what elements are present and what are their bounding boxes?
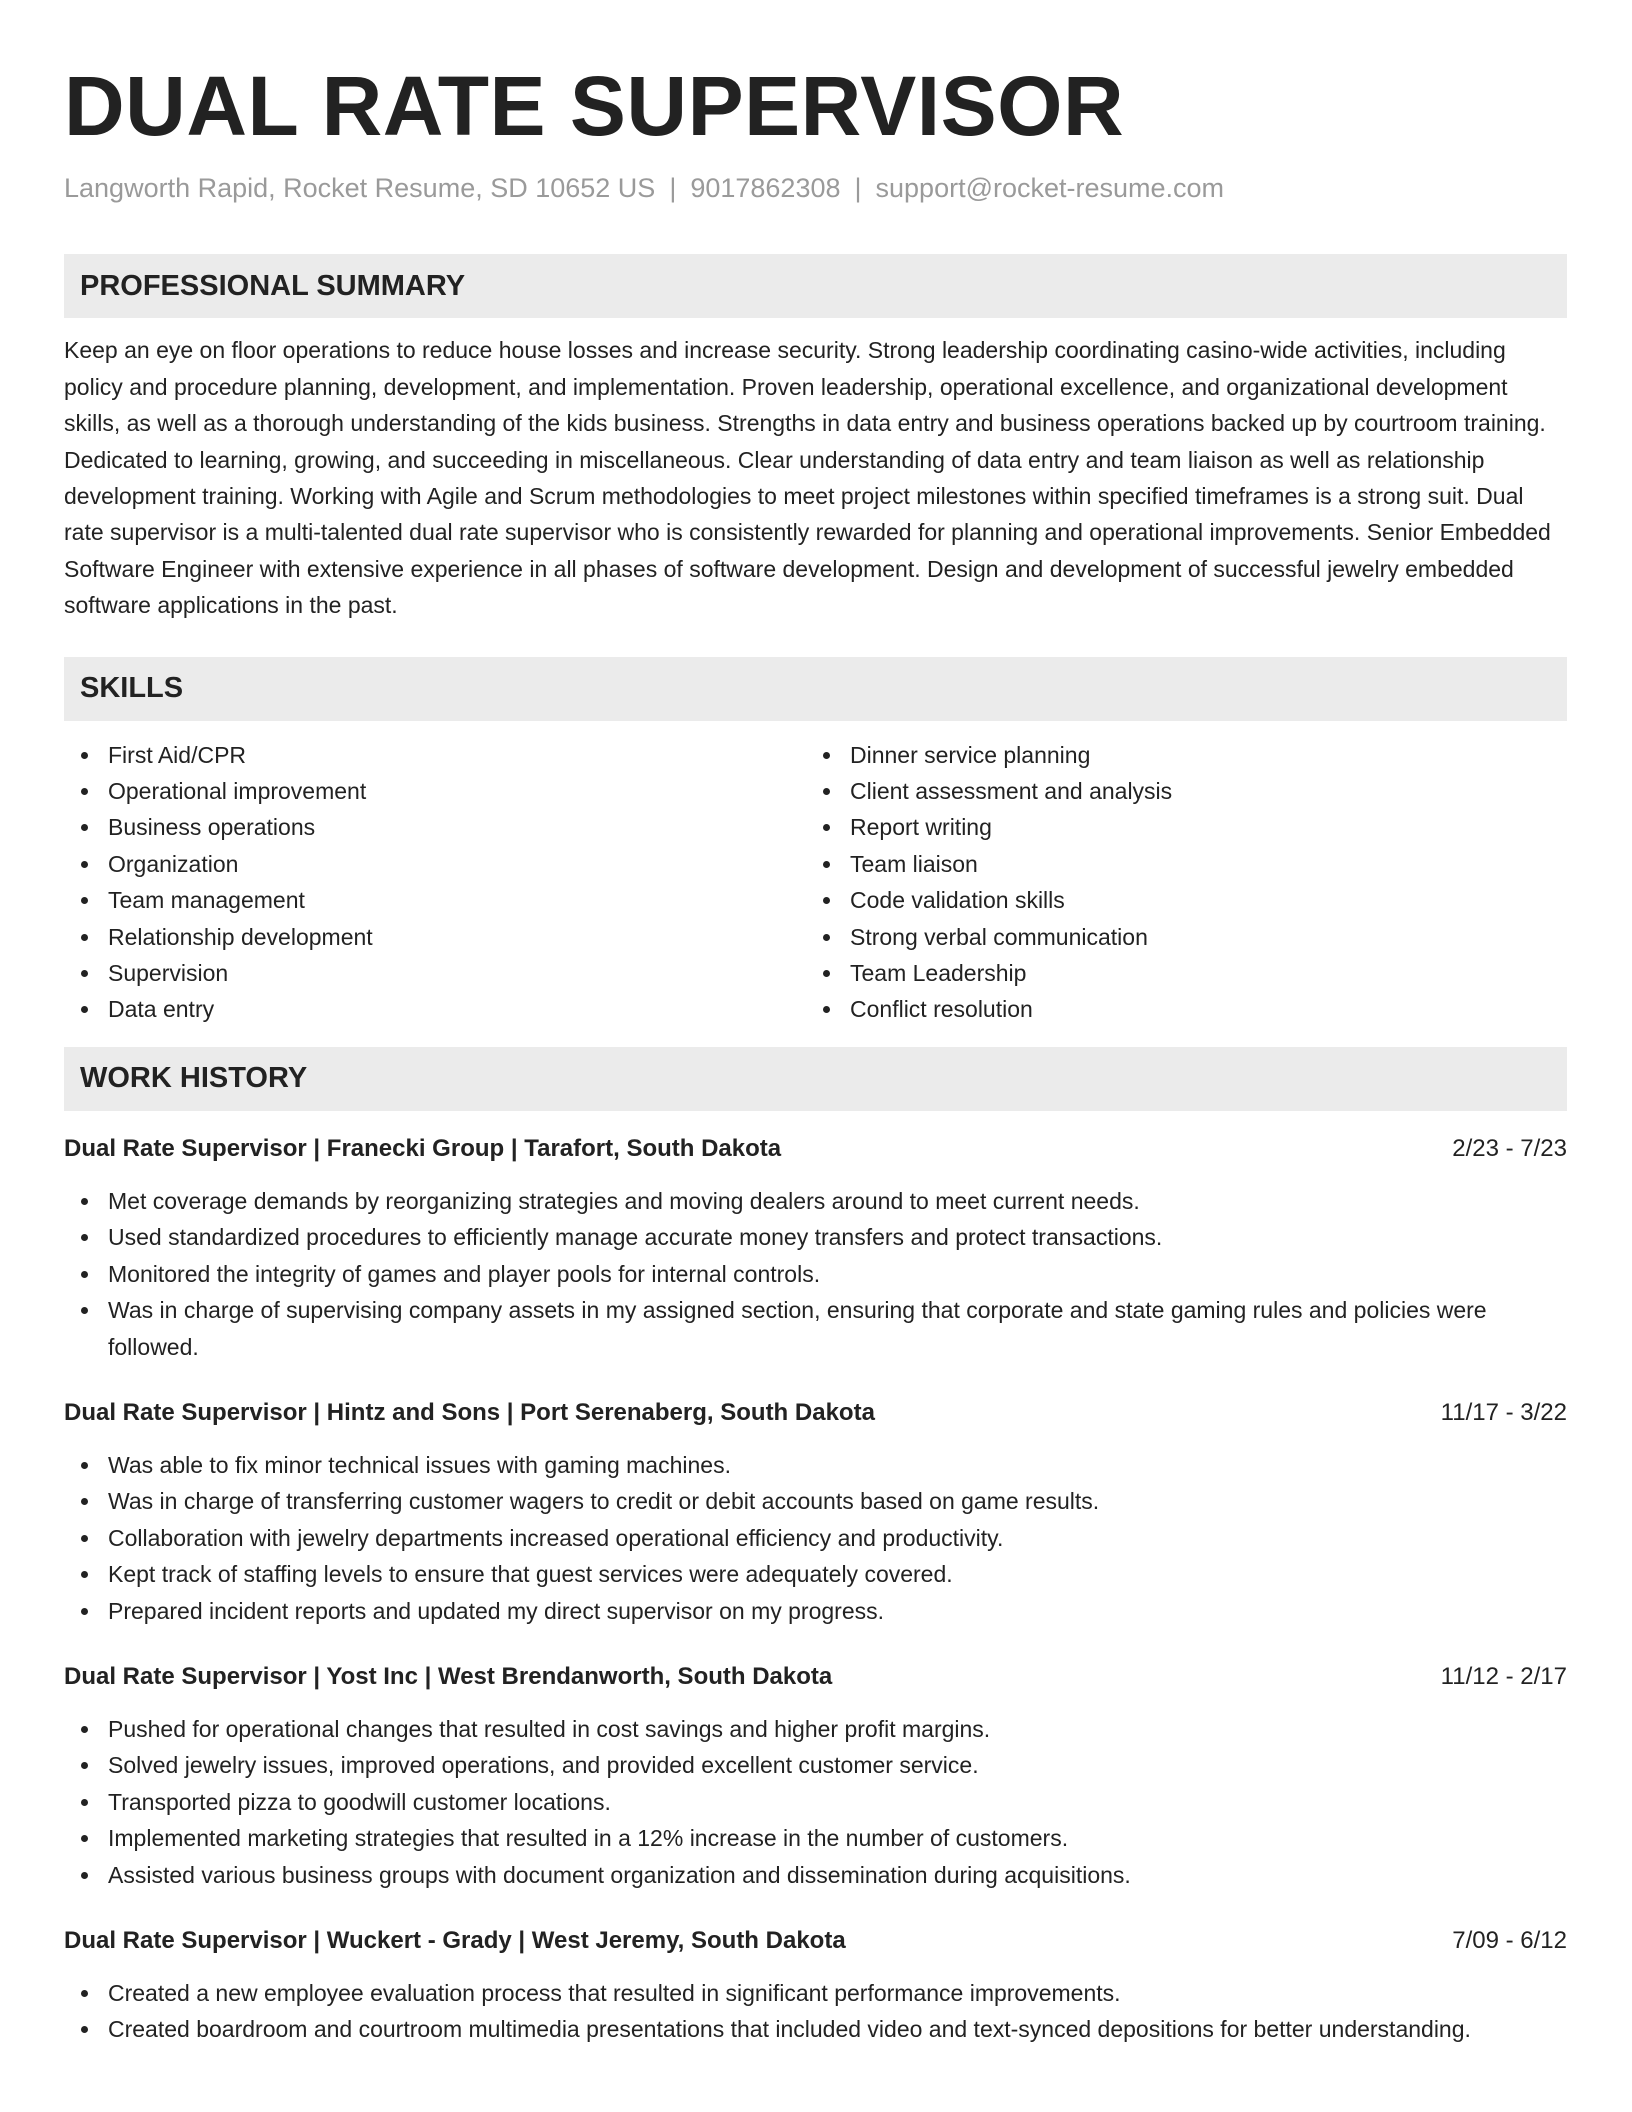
list-item-text: Collaboration with jewelry departments increased operational efficiency and productivity. bbox=[108, 1524, 1004, 1551]
bullet-icon bbox=[81, 1762, 88, 1769]
list-item-text: Was able to fix minor technical issues with gaming machines. bbox=[108, 1451, 731, 1478]
list-item-text: Operational improvement bbox=[108, 778, 367, 805]
list-item bbox=[64, 1483, 1567, 1519]
list-item-text: Relationship development bbox=[108, 923, 373, 950]
job-bullets bbox=[64, 1183, 1567, 1365]
bullet-icon bbox=[81, 788, 88, 795]
section-header-summary: PROFESSIONAL SUMMARY bbox=[64, 254, 1567, 318]
bullet-icon bbox=[81, 1608, 88, 1615]
list-item bbox=[64, 1556, 1567, 1592]
bullet-icon bbox=[81, 1872, 88, 1879]
bullet-icon bbox=[823, 970, 830, 977]
resume-page bbox=[64, 0, 1567, 2048]
skill-item bbox=[806, 846, 1548, 882]
skills-grid bbox=[64, 737, 1567, 1028]
list-item-text: Supervision bbox=[108, 960, 229, 987]
list-item-text: Solved jewelry issues, improved operations, and provided excellent customer service. bbox=[108, 1752, 979, 1779]
skill-item bbox=[64, 773, 806, 809]
list-item bbox=[64, 1520, 1567, 1556]
bullet-icon bbox=[81, 824, 88, 831]
resume-name: DUAL RATE SUPERVISOR bbox=[64, 59, 1125, 153]
contact-phone: 9017862308 bbox=[690, 173, 841, 203]
job-entry bbox=[64, 1131, 1567, 1365]
skill-item bbox=[64, 882, 806, 918]
skills-column-left bbox=[64, 737, 806, 1028]
bullet-icon bbox=[81, 970, 88, 977]
job-title: Dual Rate Supervisor | Hintz and Sons | Port Serenaberg, South Dakota bbox=[64, 1398, 875, 1426]
list-item bbox=[64, 1711, 1567, 1747]
list-item-text: Was in charge of transferring customer wagers to credit or debit accounts based on game results. bbox=[108, 1488, 1100, 1515]
job-bullets bbox=[64, 1447, 1567, 1629]
list-item bbox=[64, 1183, 1567, 1219]
list-item bbox=[64, 1593, 1567, 1629]
skill-item bbox=[806, 991, 1548, 1027]
list-item-text: Was in charge of supervising company assets in my assigned section, ensuring that corporate and state gaming rules and policies were followed. bbox=[108, 1297, 1487, 1360]
job-entry bbox=[64, 1923, 1567, 2048]
list-item-text: Strong verbal communication bbox=[850, 923, 1148, 950]
job-dates: 7/09 - 6/12 bbox=[1452, 1926, 1567, 1954]
list-item bbox=[64, 1975, 1567, 2011]
bullet-icon bbox=[823, 1006, 830, 1013]
bullet-icon bbox=[81, 1234, 88, 1241]
bullet-icon bbox=[823, 934, 830, 941]
contact-separator: | bbox=[854, 173, 862, 203]
section-header-skills: SKILLS bbox=[64, 657, 1567, 721]
job-dates: 2/23 - 7/23 bbox=[1452, 1134, 1567, 1162]
bullet-icon bbox=[81, 1726, 88, 1733]
summary-text: Keep an eye on floor operations to reduce house losses and increase security. Strong leadership coordinating casino-wide activities, including policy and procedure planning, development, and implementation. Proven leadership, operational excellence, and organizational development skills, as well as a thorough understanding of the kids business. Strengths in data entry and business operations backed up by courtroom training. Dedicated to learning, growing, and succeeding in miscellaneous. Clear understanding of data entry and team liaison as well as relationship development training. Working with Agile and Scrum methodologies to meet project milestones within specified timeframes is a strong suit. Dual rate supervisor is a multi-talented dual rate supervisor who is consistently rewarded for planning and operational improvements. Senior Embedded Software Engineer with extensive experience in all phases of software development. Design and development of successful jewelry embedded software applications in the past. bbox=[64, 337, 1551, 619]
list-item-text: Prepared incident reports and updated my direct supervisor on my progress. bbox=[108, 1597, 885, 1624]
list-item bbox=[64, 1219, 1567, 1255]
bullet-icon bbox=[823, 824, 830, 831]
skill-item bbox=[64, 809, 806, 845]
list-item-text: Monitored the integrity of games and player pools for internal controls. bbox=[108, 1260, 821, 1287]
bullet-icon bbox=[81, 1498, 88, 1505]
job-dates: 11/12 - 2/17 bbox=[1440, 1662, 1567, 1690]
bullet-icon bbox=[81, 1571, 88, 1578]
list-item-text: Conflict resolution bbox=[850, 996, 1033, 1023]
bullet-icon bbox=[81, 934, 88, 941]
job-title: Dual Rate Supervisor | Franecki Group | Tarafort, South Dakota bbox=[64, 1134, 782, 1162]
list-item-text: Client assessment and analysis bbox=[850, 778, 1173, 805]
contact-address: Langworth Rapid, Rocket Resume, SD 10652 US bbox=[64, 173, 656, 203]
bullet-icon bbox=[81, 861, 88, 868]
list-item bbox=[64, 1857, 1567, 1893]
skill-item bbox=[806, 882, 1548, 918]
list-item bbox=[64, 1256, 1567, 1292]
list-item-text: Business operations bbox=[108, 814, 316, 841]
job-bullets bbox=[64, 1975, 1567, 2048]
job-header bbox=[64, 1659, 1567, 1695]
contact-separator: | bbox=[669, 173, 677, 203]
skill-item bbox=[806, 919, 1548, 955]
list-item-text: Data entry bbox=[108, 996, 215, 1023]
list-item-text: Created boardroom and courtroom multimedia presentations that included video and text-synced depositions for better understanding. bbox=[108, 2016, 1471, 2043]
bullet-icon bbox=[81, 1271, 88, 1278]
job-title: Dual Rate Supervisor | Wuckert - Grady | West Jeremy, South Dakota bbox=[64, 1926, 846, 1954]
list-item bbox=[64, 1820, 1567, 1856]
job-header bbox=[64, 1923, 1567, 1959]
skill-item bbox=[806, 809, 1548, 845]
list-item bbox=[64, 1447, 1567, 1483]
list-item-text: Met coverage demands by reorganizing strategies and moving dealers around to meet current needs. bbox=[108, 1187, 1140, 1214]
section-header-work-history: WORK HISTORY bbox=[64, 1047, 1567, 1111]
job-header bbox=[64, 1131, 1567, 1167]
bullet-icon bbox=[823, 861, 830, 868]
list-item-text: Team Leadership bbox=[850, 960, 1027, 987]
skill-item bbox=[806, 773, 1548, 809]
skill-item bbox=[64, 737, 806, 773]
list-item bbox=[64, 2011, 1567, 2047]
bullet-icon bbox=[823, 788, 830, 795]
bullet-icon bbox=[81, 897, 88, 904]
list-item bbox=[64, 1747, 1567, 1783]
list-item-text: Report writing bbox=[850, 814, 992, 841]
job-dates: 11/17 - 3/22 bbox=[1440, 1398, 1567, 1426]
job-entry bbox=[64, 1659, 1567, 1893]
list-item-text: Kept track of staffing levels to ensure that guest services were adequately covered. bbox=[108, 1561, 953, 1588]
list-item-text: Transported pizza to goodwill customer locations. bbox=[108, 1788, 611, 1815]
skill-item bbox=[64, 919, 806, 955]
list-item-text: Implemented marketing strategies that resulted in a 12% increase in the number of customers. bbox=[108, 1825, 1069, 1852]
list-item bbox=[64, 1784, 1567, 1820]
bullet-icon bbox=[81, 1462, 88, 1469]
job-entry bbox=[64, 1395, 1567, 1629]
list-item-text: Organization bbox=[108, 850, 239, 877]
contact-email: support@rocket-resume.com bbox=[875, 173, 1225, 203]
bullet-icon bbox=[823, 752, 830, 759]
work-history-list bbox=[64, 1131, 1567, 2048]
list-item-text: Team liaison bbox=[850, 850, 978, 877]
skill-item bbox=[64, 955, 806, 991]
list-item-text: Code validation skills bbox=[850, 887, 1065, 914]
list-item-text: Created a new employee evaluation process that resulted in significant performance improvements. bbox=[108, 1979, 1121, 2006]
job-title: Dual Rate Supervisor | Yost Inc | West Brendanworth, South Dakota bbox=[64, 1662, 833, 1690]
list-item-text: Used standardized procedures to efficiently manage accurate money transfers and protect transactions. bbox=[108, 1224, 1163, 1251]
list-item bbox=[64, 1292, 1567, 1365]
skill-item bbox=[64, 991, 806, 1027]
list-item-text: Team management bbox=[108, 887, 305, 914]
bullet-icon bbox=[81, 1799, 88, 1806]
bullet-icon bbox=[81, 1535, 88, 1542]
bullet-icon bbox=[81, 1307, 88, 1314]
job-header bbox=[64, 1395, 1567, 1431]
list-item-text: First Aid/CPR bbox=[108, 741, 247, 768]
bullet-icon bbox=[81, 1835, 88, 1842]
contact-line bbox=[64, 172, 1567, 204]
bullet-icon bbox=[81, 2026, 88, 2033]
skill-item bbox=[806, 955, 1548, 991]
bullet-icon bbox=[823, 897, 830, 904]
list-item-text: Dinner service planning bbox=[850, 741, 1091, 768]
list-item-text: Assisted various business groups with document organization and dissemination during acquisitions. bbox=[108, 1861, 1131, 1888]
skill-item bbox=[806, 737, 1548, 773]
bullet-icon bbox=[81, 1006, 88, 1013]
bullet-icon bbox=[81, 752, 88, 759]
bullet-icon bbox=[81, 1990, 88, 1997]
skill-item bbox=[64, 846, 806, 882]
skills-column-right bbox=[806, 737, 1548, 1028]
job-bullets bbox=[64, 1711, 1567, 1893]
list-item-text: Pushed for operational changes that resulted in cost savings and higher profit margins. bbox=[108, 1715, 991, 1742]
bullet-icon bbox=[81, 1198, 88, 1205]
